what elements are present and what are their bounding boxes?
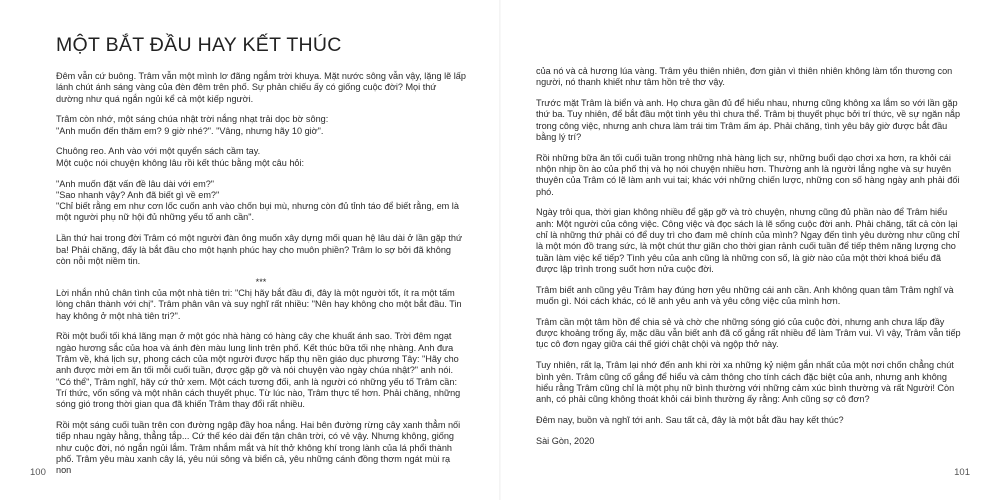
paragraph: Lời nhắn nhủ chân tình của một nhà tiên tri: "Chị hãy bắt đầu đi, đây là một người tốt, ít ra một tấm lòng chân thành với chị". Trâm phân vân và suy nghĩ rất nhiều: "Nên hay không cho một bắt đầu. Tin hay không ở một nhà tiên tri?". — [56, 287, 462, 321]
paragraph: Đêm vẫn cứ buông. Trâm vẫn một mình lơ đãng ngắm trời khuya. Mặt nước sông vẫn vậy, lặng lẽ lấp lánh chút ánh sáng vàng của đèn đêm trên phố. Sự phản chiếu ấy có giống cuộc đời? Mọi thứ dường như quá ngắn ngủi kể cả một kiếp người. — [56, 71, 466, 104]
section-separator: *** — [255, 276, 267, 287]
paragraph: Trâm cần một tâm hồn để chia sẻ và chờ che những sóng gió của cuộc đời, nhưng anh chưa lấp đầy được khoảng trống ấy, mặc dầu vẫn biết anh đã cố gắng rất nhiều để làm Trâm vui. Vì vậy, Trâm vẫn tiếp tục cô đơn ngay giữa cái thế giới chật chội và ngộp thở này. — [536, 316, 961, 350]
paragraph: của nó và cả hương lúa vàng. Trâm yêu thiên nhiên, đơn giản vì thiên nhiên không làm tổn thương con người, nó thanh khiết như tâm hồn trẻ thơ vậy. — [536, 66, 953, 88]
paragraph: Trâm biết anh cũng yêu Trâm hay đúng hơn yêu những cái anh cần. Anh không quan tâm Trâm nghĩ và muốn gì. Nói cách khác, có lẽ anh yêu anh và yêu công việc của mình hơn. — [536, 284, 954, 307]
paragraph: Rồi những bữa ăn tối cuối tuần trong những nhà hàng lịch sự, những buổi dạo chơi xa hơn, ra khỏi cái nhộn nhịp ồn ào của phố thị và họ nói chuyện nhiều hơn. Thường anh là người lắng nghe và sự huyên thuyên của Trâm có lẽ làm anh vui tai; khác với những chiến lược, những con số hàng ngày anh phải đối phó. — [536, 152, 960, 197]
paragraph: Trâm còn nhớ, một sáng chúa nhật trời nắng nhạt trải dọc bờ sông: "Anh muốn đến thăm em? 9 giờ nhé?". "Vâng, nhưng hãy 10 giờ". — [56, 114, 329, 136]
right-page-body — [536, 66, 964, 447]
paragraph: Rồi một sáng cuối tuần trên con đường ngập đầy hoa nắng. Hai bên đường rừng cây xanh thẳm nối tiếp nhau ngày hằng, thẳng tắp... Cứ thế kéo dài đến tận chân trời, có vẻ vậy. Nhưng không, giống như cuộc đời, nó ngắn ngủi lắm. Trâm nhắm mắt và hít thở không khí trong lành của lá phổi thành phố. Trâm yêu màu xanh cây lá, yêu núi sông và biển cả, yêu những cánh đồng thơm ngát mùi rạ non — [56, 419, 461, 476]
page-number-left: 100 — [30, 467, 46, 478]
paragraph: Rồi một buổi tối khá lãng mạn ở một góc nhà hàng có hàng cây che khuất ánh sao. Trời đêm ngạt ngào hương sắc của hoa và ánh đèn màu lung linh trên phố. Kết thúc bữa tối nhẹ nhàng. Anh đưa Trâm về, khá lịch sự, phong cách của một người được hấp thụ nền giáo dục phương Tây: "Hãy cho anh được mời em ăn tối mỗi cuối tuần, được gặp gỡ và nói chuyện vào ngày chúa nhật?" anh nói. "Có thể", Trâm nghĩ, hãy cứ thử xem. Một cách tương đối, anh là người có những yếu tố Trâm cần: Trí thức, vốn sống và một nhân cách thuyết phục. Từ lúc nào, Trâm thực tế hơn. Phải chăng, những sóng gió trong thời gian qua đã khiến Trâm thay đổi rất nhiều. — [56, 331, 461, 410]
paragraph: "Anh muốn đặt vấn đề lâu dài với em?" "Sao nhanh vậy? Anh đã biết gì về em?" "Chỉ biết rằng em như cơn lốc cuốn anh vào chốn bụi mù, nhưng còn đủ tỉnh táo để biết rằng, em là một người phụ nữ hội đủ những yếu tố anh cần". — [56, 178, 459, 223]
paragraph: Tuy nhiên, rất lạ, Trâm lại nhớ đến anh khi rời xa những kỷ niệm gắn nhất của một nơi chốn chẳng chút bình yên. Trâm cũng cố gắng để hiểu và cảm thông cho tính cách đặc biệt của anh, nhưng anh không hiểu rằng Trâm cũng chỉ là một phụ nữ bình thường với những cảm xúc bình thường và rất Người! Còn anh, có phải cũng không thoát khỏi cái bình thường ấy rằng: Anh cũng sợ cô đơn? — [536, 360, 955, 405]
chapter-title: MỘT BẮT ĐẦU HAY KẾT THÚC — [56, 34, 342, 56]
right-page — [500, 0, 1000, 500]
paragraph: Trước mặt Trâm là biển và anh. Họ chưa gần đủ để hiểu nhau, nhưng cũng không xa lắm so với lần gặp thứ ba. Tuy nhiên, để bắt đầu một tình yêu thì chưa thể. Trâm bị thuyết phục bởi trí thức, về sự ngăn nắp trong công việc, nhưng anh chưa làm trái tim Trâm ấm áp. Phải chăng, tình yêu bây giờ được bắt đầu bằng lý trí? — [536, 98, 961, 142]
left-page-body — [56, 71, 466, 476]
paragraph: Lần thứ hai trong đời Trâm có một người đàn ông muốn xây dựng mối quan hệ lâu dài ở lần gặp thứ ba! Phải chăng, đấy là bắt đầu cho một hạnh phúc hay cho muôn phiền? Trâm lo sợ bởi đã không còn nỗi một niềm tin. — [56, 233, 463, 266]
page-number-right: 101 — [954, 467, 970, 478]
paragraph: Ngày trôi qua, thời gian không nhiều để gặp gỡ và trò chuyện, nhưng cũng đủ phần nào để Trâm hiểu anh: Một người của công việc. Công việc và đọc sách là lẽ sống cuộc đời anh. Phải chăng, tất cả còn lại chỉ là những thứ phải có để duy trì cho đam mê chính của mình? Ngay đến tình yêu dường như cũng chỉ là một món đồ trang sức, là một chút thư giãn cho thời gian rảnh cuối tuần để tiếp thêm năng lượng cho tuần làm việc kế tiếp? Tình yêu của anh cũng là những con số, là giờ nào của một thời khoá biểu đã được lập trình trong suốt hơn nửa cuộc đời. — [536, 207, 960, 274]
paragraph: Sài Gòn, 2020 — [536, 435, 595, 446]
paragraph: Đêm nay, buồn và nghĩ tới anh. Sau tất cả, đây là một bắt đầu hay kết thúc? — [536, 414, 844, 425]
paragraph: Chuông reo. Anh vào với một quyển sách cầm tay. Một cuộc nói chuyện không lâu rồi kết thúc bằng một câu hỏi: — [56, 146, 305, 168]
